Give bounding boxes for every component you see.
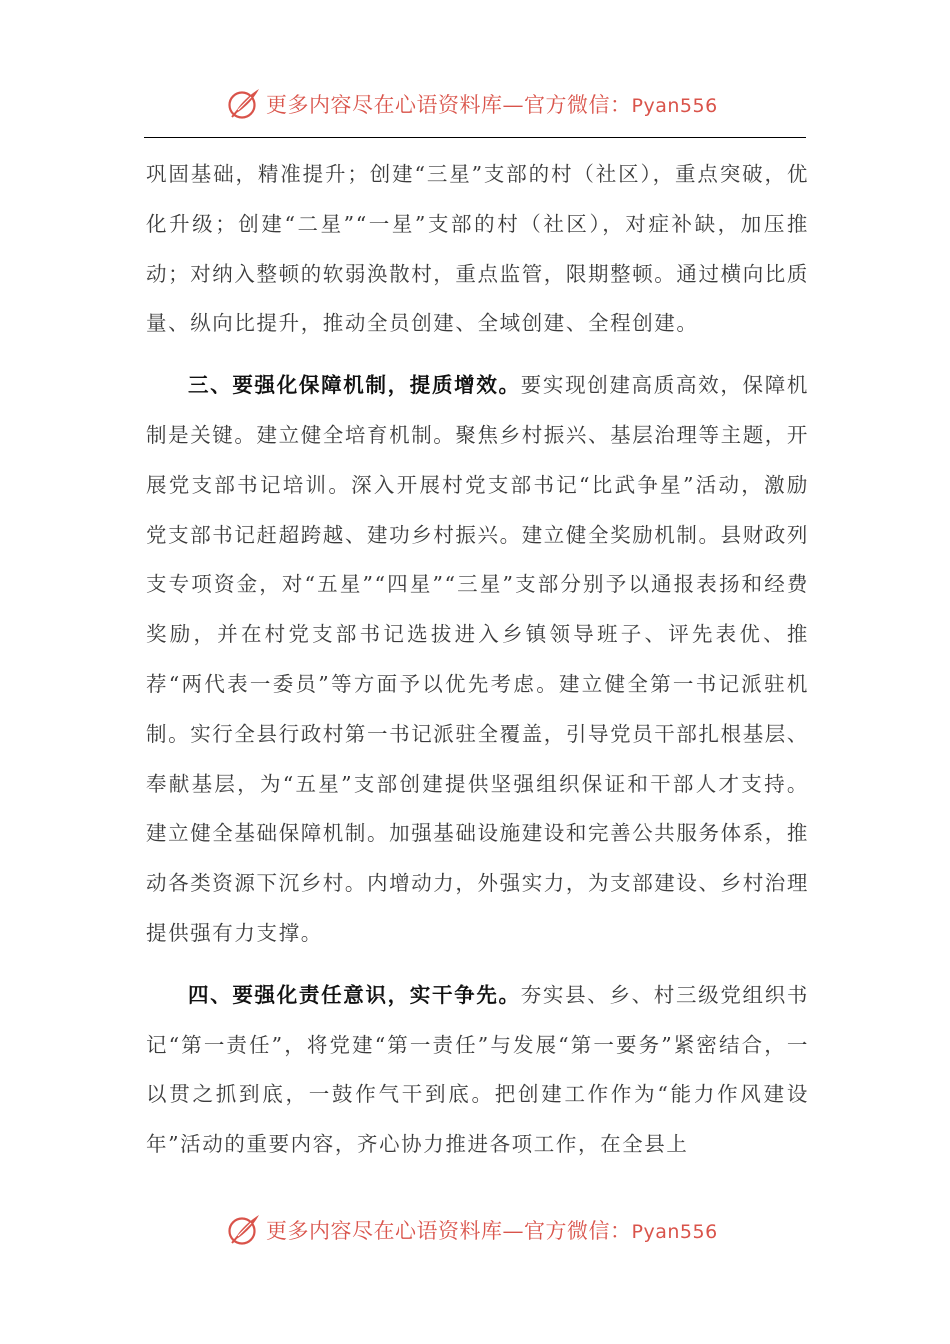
footer-banner bbox=[226, 1210, 718, 1250]
paragraph-1 bbox=[146, 150, 809, 349]
document-body bbox=[146, 150, 809, 1170]
footer-banner-main: 更多内容尽在心语资料库—官方微信： bbox=[266, 1219, 632, 1243]
paragraph-3-text: 夯实县、乡、村三级党组织书记“第一责任”，将党建“第一责任”与发展“第一要务”紧密结合，一以贯之抓到底，一鼓作气干到底。把创建工作作为“能力作风建设年”活动的重要内容，齐心协力推进各项工作，在全县上 bbox=[146, 982, 809, 1157]
quill-logo-icon bbox=[226, 1212, 262, 1248]
paragraph-3-heading: 四、要强化责任意识，实干争先。 bbox=[188, 982, 521, 1007]
paragraph-2-text: 要实现创建高质高效，保障机制是关键。建立健全培育机制。聚焦乡村振兴、基层治理等主题，开展党支部书记培训。深入开展村党支部书记“比武争星”活动，激励党支部书记赶超跨越、建功乡村振兴。建立健全奖励机制。县财政列支专项资金，对“五星”“四星”“三星”支部分别予以通报表扬和经费奖励，并在村党支部书记选拔进入乡镇领导班子、评先表优、推荐“两代表一委员”等方面予以优先考虑。建立健全第一书记派驻机制。实行全县行政村第一书记派驻全覆盖，引导党员干部扎根基层、奉献基层，为“五星”支部创建提供坚强组织保证和干部人才支持。建立健全基础保障机制。加强基础设施建设和完善公共服务体系，推动各类资源下沉乡村。内增动力，外强实力，为支部建设、乡村治理提供强有力支撑。 bbox=[146, 373, 809, 945]
header-banner-main: 更多内容尽在心语资料库—官方微信： bbox=[266, 93, 632, 117]
paragraph-2 bbox=[146, 361, 809, 959]
header-banner-id: Pyan556 bbox=[631, 95, 718, 117]
footer-banner-text bbox=[266, 1215, 718, 1245]
paragraph-1-text: 巩固基础，精准提升；创建“三星”支部的村（社区），重点突破，优化升级；创建“二星”“一星”支部的村（社区），对症补缺，加压推动；对纳入整顿的软弱涣散村，重点监管，限期整顿。通过横向比质量、纵向比提升，推动全员创建、全域创建、全程创建。 bbox=[146, 162, 809, 336]
footer-banner-id: Pyan556 bbox=[631, 1221, 718, 1243]
header-banner bbox=[226, 84, 718, 124]
header-banner-text bbox=[266, 89, 718, 119]
paragraph-3 bbox=[146, 971, 809, 1170]
quill-logo-icon bbox=[226, 86, 262, 122]
paragraph-2-heading: 三、要强化保障机制，提质增效。 bbox=[188, 373, 521, 398]
header-divider bbox=[144, 137, 806, 138]
